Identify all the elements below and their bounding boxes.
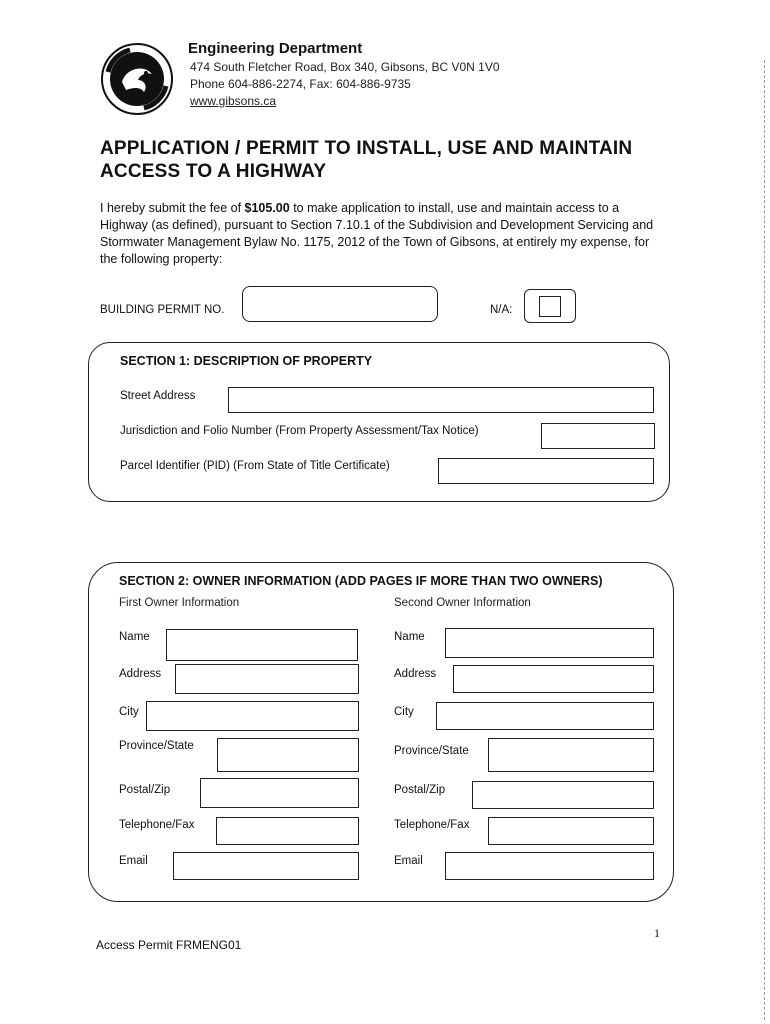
second-owner-postal-label: Postal/Zip: [394, 784, 446, 796]
section2-box: [88, 562, 674, 902]
scan-edge: [764, 60, 766, 1020]
second-owner-province-label: Province/State: [394, 745, 469, 757]
fee-amount: $105.00: [244, 201, 290, 215]
first-owner-province-input[interactable]: [217, 738, 359, 772]
first-owner-heading: First Owner Information: [119, 597, 240, 609]
na-checkbox[interactable]: [539, 296, 561, 317]
first-owner-telephone-input[interactable]: [216, 817, 359, 845]
section2-title: SECTION 2: OWNER INFORMATION (ADD PAGES IF MORE THAN TWO OWNERS): [119, 574, 603, 588]
page-number: 1: [654, 926, 660, 940]
na-checkbox-frame: [524, 289, 576, 323]
second-owner-telephone-input[interactable]: [488, 817, 654, 845]
second-owner-email-label: Email: [394, 855, 423, 867]
department-name: Engineering Department: [188, 40, 363, 57]
second-owner-city-input[interactable]: [436, 702, 654, 730]
first-owner-email-input[interactable]: [173, 852, 359, 880]
second-owner-heading: Second Owner Information: [394, 597, 531, 609]
department-address: 474 South Fletcher Road, Box 340, Gibsons, BC V0N 1V0: [190, 60, 500, 74]
second-owner-telephone-label: Telephone/Fax: [394, 819, 470, 831]
first-owner-city-input[interactable]: [146, 701, 359, 731]
second-owner-email-input[interactable]: [445, 852, 654, 880]
jurisdiction-folio-input[interactable]: [541, 423, 655, 449]
na-label: N/A:: [490, 304, 513, 316]
second-owner-address-label: Address: [394, 668, 437, 680]
town-logo: [100, 42, 174, 116]
second-owner-postal-input[interactable]: [472, 781, 654, 809]
second-owner-province-input[interactable]: [488, 738, 654, 772]
second-owner-name-input[interactable]: [445, 628, 654, 658]
street-address-label: Street Address: [120, 390, 196, 402]
form-title: APPLICATION / PERMIT TO INSTALL, USE AND MAINTAIN ACCESS TO A HIGHWAY: [100, 138, 633, 182]
second-owner-name-label: Name: [394, 631, 425, 643]
first-owner-telephone-label: Telephone/Fax: [119, 819, 195, 831]
first-owner-address-label: Address: [119, 668, 162, 680]
first-owner-postal-label: Postal/Zip: [119, 784, 171, 796]
building-permit-label: BUILDING PERMIT NO.: [100, 304, 225, 316]
building-permit-input[interactable]: [242, 286, 438, 322]
first-owner-address-input[interactable]: [175, 664, 359, 694]
jurisdiction-folio-label: Jurisdiction and Folio Number (From Property Assessment/Tax Notice): [120, 425, 479, 437]
first-owner-postal-input[interactable]: [200, 778, 359, 808]
first-owner-city-label: City: [119, 706, 139, 718]
first-owner-email-label: Email: [119, 855, 148, 867]
form-code-footer: Access Permit FRMENG01: [96, 938, 242, 952]
first-owner-name-input[interactable]: [166, 629, 358, 661]
department-phone: Phone 604-886-2274, Fax: 604-886-9735: [190, 77, 411, 91]
pid-input[interactable]: [438, 458, 654, 484]
second-owner-address-input[interactable]: [453, 665, 654, 693]
intro-paragraph: I hereby submit the fee of $105.00 to make application to install, use and maintain access to a Highway (as defined), pursuant to Section 7.10.1 of the Subdivision and Development Servicing and Stormwater Management Bylaw No. 1175, 2012 of the Town of Gibsons, at entirely my expense, for the following property:: [100, 201, 654, 266]
first-owner-province-label: Province/State: [119, 740, 194, 752]
first-owner-name-label: Name: [119, 631, 150, 643]
section1-title: SECTION 1: DESCRIPTION OF PROPERTY: [120, 354, 373, 368]
department-website-link[interactable]: www.gibsons.ca: [190, 94, 277, 108]
second-owner-city-label: City: [394, 706, 414, 718]
pid-label: Parcel Identifier (PID) (From State of Title Certificate): [120, 460, 390, 472]
street-address-input[interactable]: [228, 387, 654, 413]
